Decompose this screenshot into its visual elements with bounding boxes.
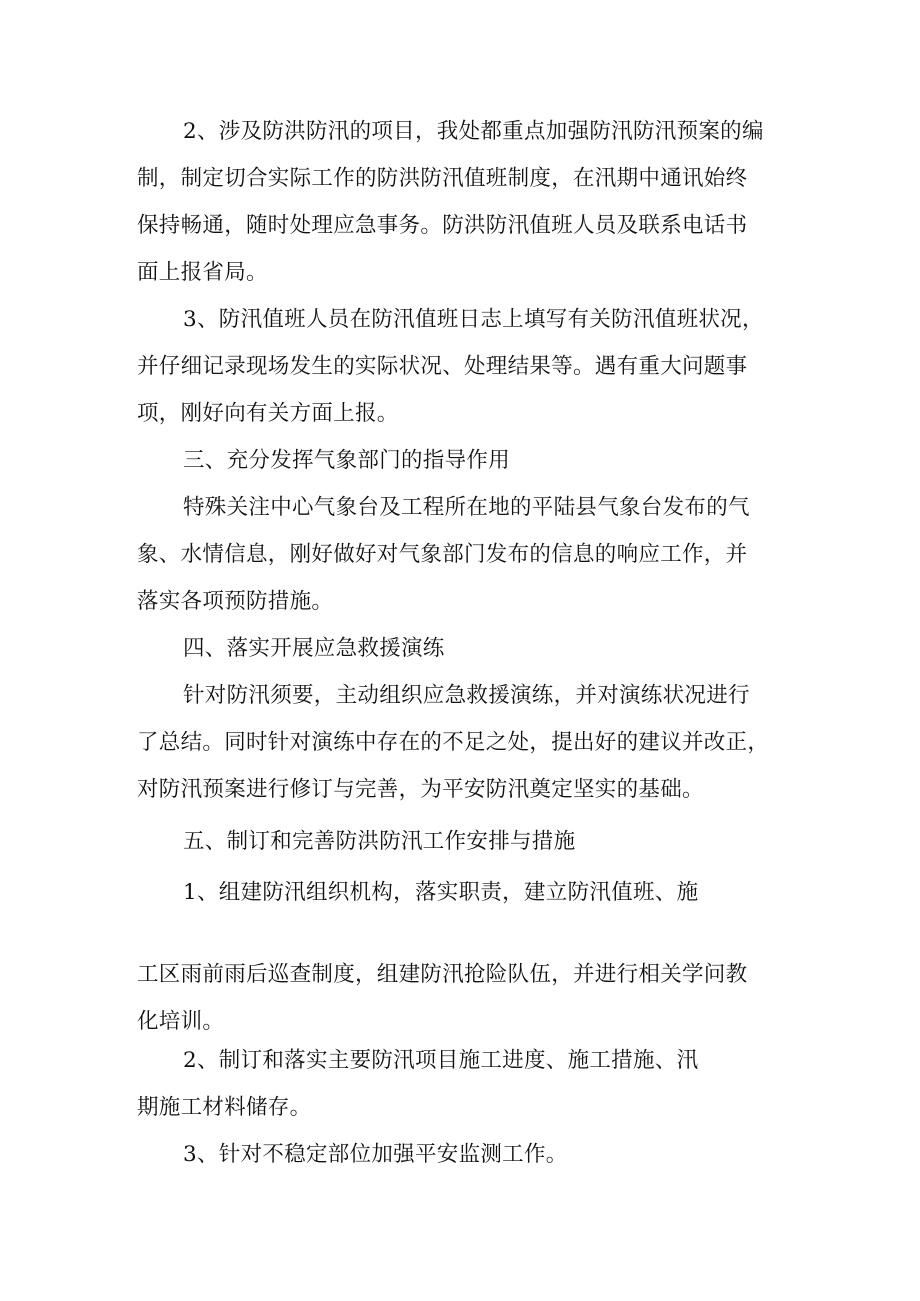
- paragraph-line-1: 2、涉及防洪防汛的项目，我处都重点加强防汛防汛预案的编: [183, 119, 764, 144]
- paragraph-line-17: 1、组建防汛组织机构，落实职责，建立防汛值班、施: [183, 880, 699, 905]
- paragraph-line-20: 2、制订和落实主要防汛项目施工进度、施工措施、汛: [183, 1048, 699, 1073]
- section-heading-3: 三、充分发挥气象部门的指导作用: [183, 448, 511, 473]
- paragraph-line-19: 化培训。: [137, 1009, 225, 1034]
- paragraph-line-18: 工区雨前雨后巡查制度，组建防汛抢险队伍，并进行相关学问教: [137, 962, 748, 987]
- paragraph-line-7: 项，刚好向有关方面上报。: [137, 401, 399, 426]
- paragraph-line-10: 象、水情信息，刚好做好对气象部门发布的信息的响应工作，并: [137, 542, 748, 567]
- paragraph-line-22: 3、针对不稳定部位加强平安监测工作。: [183, 1142, 568, 1167]
- paragraph-line-11: 落实各项预防措施。: [137, 589, 334, 614]
- paragraph-line-3: 保持畅通，随时处理应急事务。防洪防汛值班人员及联系电话书: [137, 213, 748, 238]
- paragraph-line-13: 针对防汛须要，主动组织应急救援演练，并对演练状况进行: [183, 683, 750, 708]
- paragraph-line-6: 并仔细记录现场发生的实际状况、处理结果等。遇有重大问题事: [137, 354, 748, 379]
- section-heading-4: 四、落实开展应急救援演练: [183, 636, 445, 661]
- paragraph-line-2: 制，制定切合实际工作的防洪防汛值班制度，在汛期中通讯始终: [137, 166, 748, 191]
- paragraph-line-5: 3、防汛值班人员在防汛值班日志上填写有关防汛值班状况，: [183, 307, 764, 332]
- section-heading-5: 五、制订和完善防洪防汛工作安排与措施: [183, 829, 576, 854]
- paragraph-line-15: 对防汛预案进行修订与完善，为平安防汛奠定坚实的基础。: [137, 777, 704, 802]
- paragraph-line-21: 期施工材料储存。: [137, 1095, 312, 1120]
- paragraph-line-14: 了总结。同时针对演练中存在的不足之处，提出好的建议并改正，: [137, 730, 770, 755]
- paragraph-line-9: 特殊关注中心气象台及工程所在地的平陆县气象台发布的气: [183, 495, 750, 520]
- paragraph-line-4: 面上报省局。: [137, 260, 268, 285]
